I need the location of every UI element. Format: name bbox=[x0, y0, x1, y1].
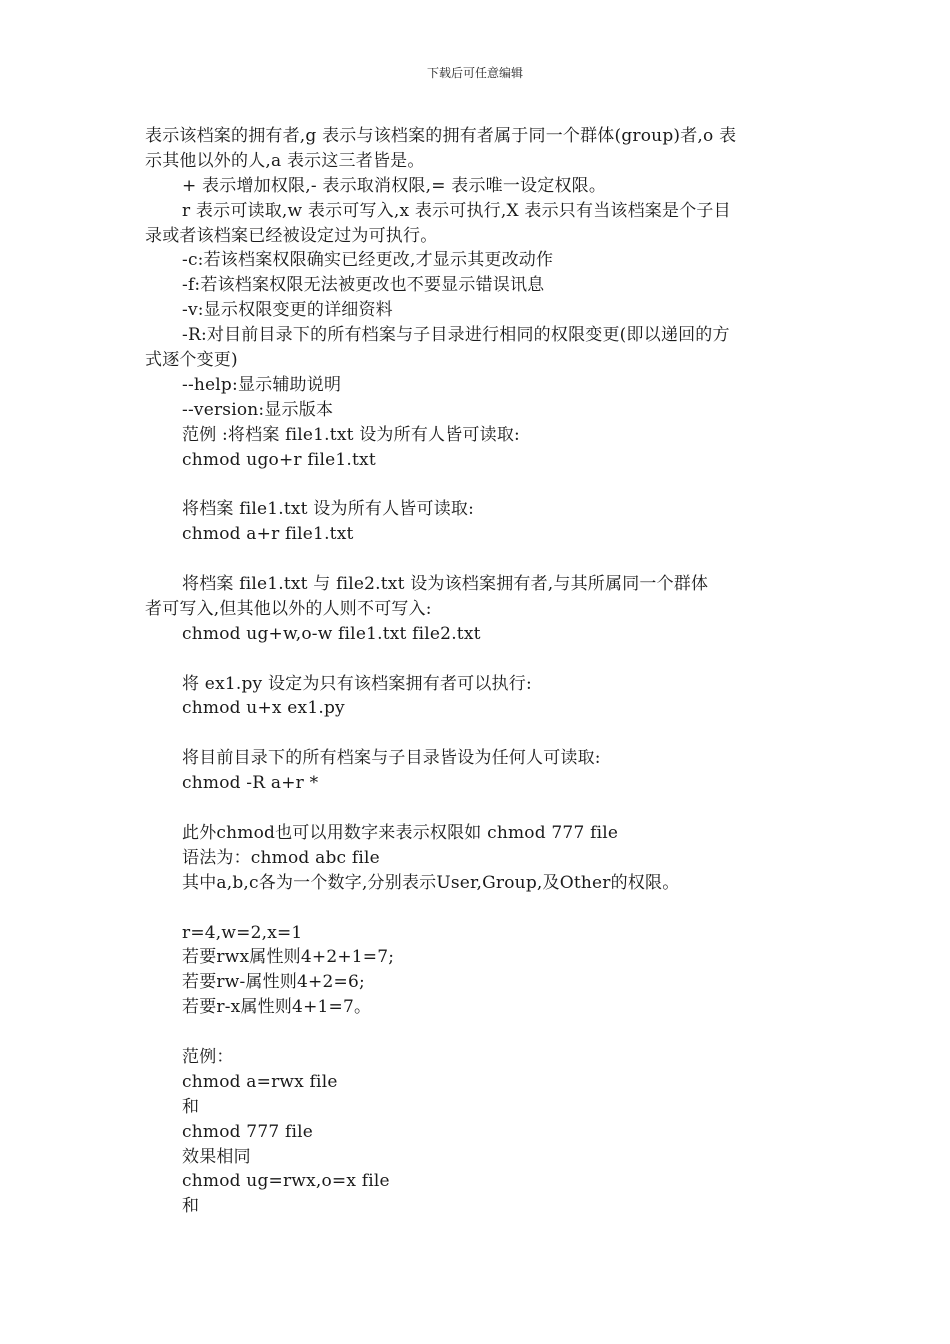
text-line: chmod a=rwx file bbox=[182, 1071, 338, 1092]
text-line: 若要r-x属性则4+1=7。 bbox=[182, 997, 372, 1018]
text-line: + 表示增加权限,- 表示取消权限,= 表示唯一设定权限。 bbox=[182, 175, 607, 196]
text-line: 式逐个变更) bbox=[145, 350, 238, 371]
text-line: --version:显示版本 bbox=[182, 399, 334, 420]
blank-line bbox=[145, 472, 810, 497]
blank-line bbox=[145, 721, 810, 746]
text-line: 范例 :将档案 file1.txt 设为所有人皆可读取: bbox=[182, 424, 520, 445]
text-line: 表示该档案的拥有者,g 表示与该档案的拥有者属于同一个群体(group)者,o 表 bbox=[145, 126, 737, 146]
text-line: 将 ex1.py 设定为只有该档案拥有者可以执行: bbox=[182, 673, 532, 694]
text-line: 和 bbox=[182, 1196, 200, 1217]
blank-line bbox=[145, 1020, 810, 1045]
blank-line bbox=[145, 547, 810, 572]
text-line: 其中a,b,c各为一个数字,分别表示User,Group,及Other的权限。 bbox=[182, 872, 680, 893]
text-line: chmod 777 file bbox=[182, 1121, 313, 1142]
blank-line bbox=[145, 796, 810, 821]
text-line: -f:若该档案权限无法被更改也不要显示错误讯息 bbox=[182, 275, 545, 296]
blank-line bbox=[145, 647, 810, 672]
text-line: 和 bbox=[182, 1096, 200, 1117]
text-line: 录或者该档案已经被设定过为可执行。 bbox=[145, 225, 438, 246]
text-line: 将目前目录下的所有档案与子目录皆设为任何人可读取: bbox=[182, 748, 601, 769]
text-line: 将档案 file1.txt 与 file2.txt 设为该档案拥有者,与其所属同一个群体 bbox=[182, 574, 709, 595]
text-line: r=4,w=2,x=1 bbox=[182, 922, 303, 943]
text-line: chmod u+x ex1.py bbox=[182, 698, 345, 719]
text-line: chmod ug=rwx,o=x file bbox=[182, 1171, 390, 1192]
text-line: chmod a+r file1.txt bbox=[182, 524, 354, 545]
text-line: -R:对目前目录下的所有档案与子目录进行相同的权限变更(即以递回的方 bbox=[182, 325, 730, 346]
text-line: chmod ug+w,o-w file1.txt file2.txt bbox=[182, 623, 481, 644]
text-line: 语法为：chmod abc file bbox=[182, 847, 380, 868]
text-line: 效果相同 bbox=[182, 1146, 251, 1167]
text-line: 将档案 file1.txt 设为所有人皆可读取: bbox=[182, 499, 475, 520]
text-line: chmod -R a+r * bbox=[182, 773, 319, 794]
text-line: --help:显示辅助说明 bbox=[182, 374, 342, 395]
page-header: 下载后可任意编辑 bbox=[426, 66, 523, 80]
text-line: 此外chmod也可以用数字来表示权限如 chmod 777 file bbox=[182, 822, 619, 843]
text-line: chmod ugo+r file1.txt bbox=[182, 449, 376, 470]
text-line: -c:若该档案权限确实已经更改,才显示其更改动作 bbox=[182, 250, 554, 271]
text-line: 示其他以外的人,a 表示这三者皆是。 bbox=[145, 150, 425, 171]
text-line: r 表示可读取,w 表示可写入,x 表示可执行,X 表示只有当该档案是个子目 bbox=[182, 200, 731, 221]
text-line: 若要rwx属性则4+2+1=7; bbox=[182, 947, 395, 968]
text-line: 若要rw-属性则4+2=6; bbox=[182, 972, 365, 993]
document-body bbox=[145, 124, 810, 1219]
text-line: 者可写入,但其他以外的人则不可写入: bbox=[145, 598, 432, 619]
text-line: -v:显示权限变更的详细资料 bbox=[182, 300, 393, 321]
text-line: 范例： bbox=[182, 1046, 234, 1067]
blank-line bbox=[145, 896, 810, 921]
